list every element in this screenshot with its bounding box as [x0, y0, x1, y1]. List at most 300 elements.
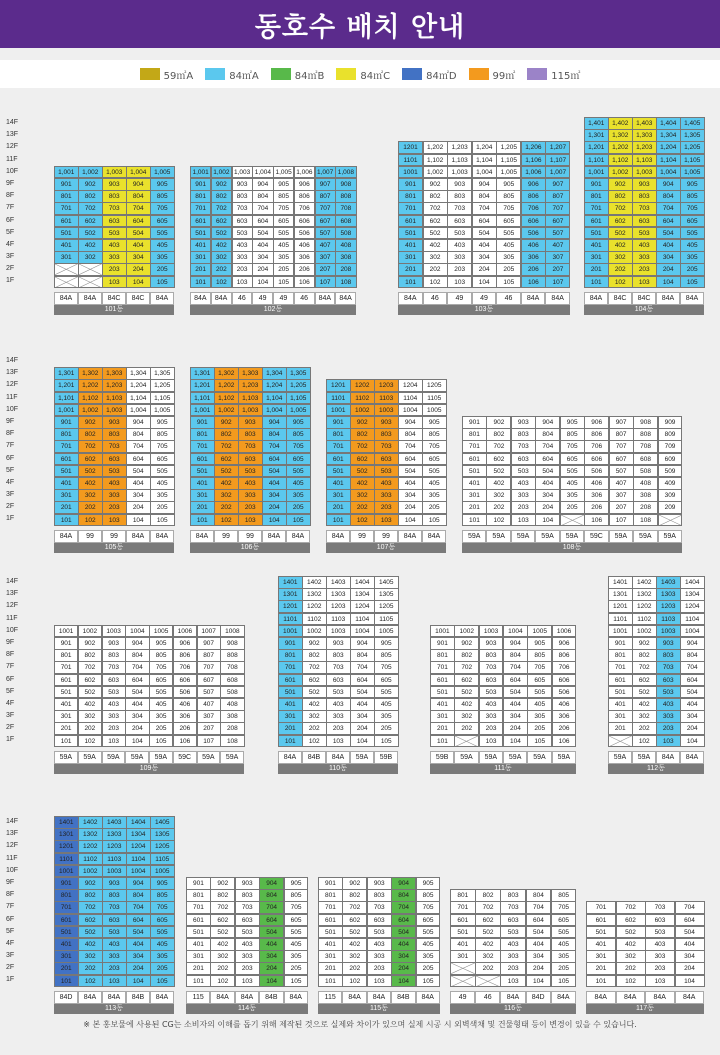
unit-cell: 1001 — [54, 625, 78, 638]
unit-cell: 404 — [391, 938, 416, 951]
unit-cell: 1301 — [608, 588, 633, 601]
unit-cell: 1,202 — [78, 379, 103, 392]
unit-cell: 301 — [450, 950, 476, 963]
unit-cell: 1,105 — [496, 154, 521, 167]
unit-cell: 602 — [211, 215, 232, 228]
building-name: 109동 — [54, 764, 244, 774]
unit-cell: 309 — [658, 489, 683, 502]
unit-cell: 204 — [675, 962, 705, 975]
legend-label: 99㎡ — [492, 70, 516, 82]
unit-cell: 1201 — [398, 141, 423, 154]
unit-cell: 505 — [422, 465, 447, 478]
unit-cell: 302 — [302, 710, 327, 723]
unit-cell: 1,204 — [262, 379, 287, 392]
unit-cell: 903 — [102, 416, 127, 429]
unit-cell: 204 — [350, 722, 375, 735]
unit-cell: 902 — [608, 178, 633, 191]
floor-label: 9F — [6, 638, 15, 646]
unit-cell: 201 — [584, 263, 609, 276]
unit-cell: 204 — [398, 501, 423, 514]
unit-cell: 407 — [609, 477, 634, 490]
unit-cell: 602 — [608, 215, 633, 228]
legend-swatch — [271, 68, 291, 80]
unit-cell: 701 — [278, 661, 303, 674]
unit-type-label: 84A — [367, 991, 391, 1004]
unit-cell: 703 — [656, 661, 681, 674]
unit-cell: 901 — [190, 416, 215, 429]
unit-cell: 803 — [102, 649, 126, 662]
unit-cell: 1,005 — [680, 166, 705, 179]
floor-label: 13F — [6, 830, 19, 838]
unit-cell: 201 — [398, 263, 423, 276]
unit-cell: 108 — [633, 514, 658, 527]
unit-cell: 601 — [54, 674, 78, 687]
unit-cell: 406 — [584, 477, 609, 490]
unit-cell: 1101 — [608, 613, 633, 626]
unit-type-label: 84A — [262, 530, 286, 543]
unit-cell: 203 — [632, 263, 657, 276]
unit-cell: 403 — [500, 938, 526, 951]
unit-cell: 902 — [78, 416, 103, 429]
unit-cell: 502 — [616, 926, 646, 939]
unit-cell: 503 — [511, 465, 536, 478]
unit-cell: 105 — [149, 735, 173, 748]
unit-type-label: 49 — [273, 292, 294, 305]
unit-cell: 307 — [197, 710, 221, 723]
unit-cell: 709 — [658, 440, 683, 453]
floor-label: 5F — [6, 687, 15, 695]
unit-cell: 804 — [350, 649, 375, 662]
unit-cell: 601 — [586, 914, 616, 927]
unit-type-label: 49 — [252, 292, 273, 305]
unit-cell: 301 — [190, 251, 211, 264]
unit-cell: 1202 — [302, 600, 327, 613]
unit-cell: 305 — [150, 251, 175, 264]
unit-cell: 906 — [521, 178, 546, 191]
unit-cell: 706 — [521, 202, 546, 215]
unit-cell: 203 — [374, 501, 399, 514]
unit-cell: 402 — [78, 698, 102, 711]
unit-cell: 405 — [273, 239, 294, 252]
unit-type-row — [54, 530, 174, 543]
unit-cell: 702 — [423, 202, 448, 215]
unit-cell: 406 — [294, 239, 315, 252]
unit-cell: 1303 — [326, 588, 351, 601]
unit-cell: 106 — [552, 735, 577, 748]
unit-type-row — [278, 751, 398, 764]
unit-cell: 1,104 — [472, 154, 497, 167]
unit-cell: 601 — [608, 674, 633, 687]
unit-cell: 804 — [680, 649, 705, 662]
unit-cell: 501 — [430, 686, 455, 699]
unit-cell: 403 — [645, 938, 675, 951]
unit-cell: 1,104 — [656, 154, 681, 167]
unit-cell: 507 — [545, 227, 570, 240]
unit-cell: 602 — [423, 215, 448, 228]
unit-cell: 103 — [500, 975, 526, 988]
unit-cell: 105 — [286, 514, 311, 527]
unit-cell: 1104 — [126, 853, 151, 866]
unit-cell: 705 — [374, 661, 399, 674]
unit-cell: 305 — [680, 251, 705, 264]
unit-cell: 302 — [78, 489, 103, 502]
unit-cell: 601 — [190, 453, 215, 466]
unit-cell: 1104 — [398, 392, 423, 405]
floor-label: 8F — [6, 430, 15, 438]
unit-type-label: 59A — [220, 751, 244, 764]
legend-label: 59㎡A — [163, 70, 194, 82]
unit-cell: 901 — [318, 877, 343, 890]
unit-cell: 801 — [186, 889, 211, 902]
unit-cell: 104 — [656, 276, 681, 289]
unit-cell: 401 — [278, 698, 303, 711]
unit-cell: 501 — [54, 686, 78, 699]
unit-cell: 305 — [560, 489, 585, 502]
unit-cell: 304 — [126, 489, 151, 502]
unit-cell: 303 — [232, 251, 253, 264]
unit-cell: 308 — [220, 710, 244, 723]
unit-cell: 806 — [552, 649, 577, 662]
unit-cell: 1,207 — [545, 141, 570, 154]
unit-cell: 304 — [535, 489, 560, 502]
unit-cell: 1003 — [374, 404, 399, 417]
unit-cell: 703 — [500, 901, 526, 914]
unit-cell: 501 — [398, 227, 423, 240]
unit-cell: 808 — [220, 649, 244, 662]
unit-cell: 206 — [584, 501, 609, 514]
unit-cell: 902 — [302, 637, 327, 650]
unit-cell: 101 — [326, 514, 351, 527]
unit-cell-empty — [450, 975, 476, 988]
unit-cell: 1304 — [350, 588, 375, 601]
unit-cell: 202 — [454, 722, 479, 735]
unit-cell: 1004 — [680, 625, 705, 638]
unit-cell: 303 — [374, 489, 399, 502]
unit-cell: 706 — [584, 440, 609, 453]
unit-cell: 1,304 — [126, 367, 151, 380]
unit-cell: 903 — [238, 416, 263, 429]
unit-cell: 101 — [186, 975, 211, 988]
unit-cell: 1203 — [374, 379, 399, 392]
floor-label: 6F — [6, 454, 15, 462]
unit-cell: 701 — [54, 901, 79, 914]
unit-cell: 905 — [284, 877, 309, 890]
unit-cell: 301 — [430, 710, 455, 723]
unit-cell: 803 — [326, 649, 351, 662]
unit-cell: 1402 — [632, 576, 657, 589]
unit-cell: 303 — [102, 251, 127, 264]
building-name: 110동 — [278, 764, 398, 774]
unit-cell: 804 — [535, 428, 560, 441]
unit-cell: 206 — [552, 722, 577, 735]
unit-cell: 904 — [350, 637, 375, 650]
unit-cell: 905 — [273, 178, 294, 191]
unit-cell: 103 — [102, 276, 127, 289]
unit-cell: 603 — [232, 215, 253, 228]
unit-cell: 103 — [645, 975, 675, 988]
unit-cell: 301 — [186, 950, 211, 963]
unit-cell: 104 — [680, 735, 705, 748]
unit-cell: 304 — [680, 710, 705, 723]
unit-cell: 906 — [552, 637, 577, 650]
unit-cell: 1205 — [374, 600, 399, 613]
unit-cell: 1,002 — [214, 404, 239, 417]
unit-type-label: 84A — [500, 991, 525, 1004]
unit-cell: 102 — [210, 975, 235, 988]
unit-cell: 501 — [586, 926, 616, 939]
unit-cell: 604 — [675, 914, 705, 927]
unit-cell: 304 — [503, 710, 528, 723]
floor-label: 6F — [6, 915, 15, 923]
unit-cell: 104 — [259, 975, 284, 988]
unit-cell: 1102 — [350, 392, 375, 405]
unit-cell: 801 — [54, 889, 79, 902]
unit-cell: 505 — [560, 465, 585, 478]
unit-type-label: 49 — [447, 292, 472, 305]
unit-cell: 1203 — [102, 840, 127, 853]
unit-cell: 1,101 — [190, 392, 215, 405]
unit-cell: 1,002 — [423, 166, 448, 179]
unit-cell: 501 — [462, 465, 487, 478]
unit-cell: 104 — [472, 276, 497, 289]
unit-cell: 904 — [262, 416, 287, 429]
unit-cell: 905 — [149, 637, 173, 650]
legend-item — [140, 67, 194, 82]
unit-type-label: 84A — [150, 530, 174, 543]
unit-cell: 401 — [462, 477, 487, 490]
unit-cell: 801 — [608, 649, 633, 662]
unit-cell: 901 — [462, 416, 487, 429]
unit-cell: 302 — [78, 710, 102, 723]
unit-cell: 805 — [422, 428, 447, 441]
floor-label: 14F — [6, 357, 19, 364]
unit-cell: 1,004 — [252, 166, 273, 179]
unit-cell: 601 — [318, 914, 343, 927]
unit-cell: 605 — [149, 674, 173, 687]
unit-cell: 904 — [535, 416, 560, 429]
building-name: 108동 — [462, 543, 682, 553]
unit-cell: 1,203 — [238, 379, 263, 392]
unit-cell: 906 — [294, 178, 315, 191]
unit-cell: 901 — [430, 637, 455, 650]
floor-label: 7F — [6, 442, 15, 450]
unit-cell: 606 — [173, 674, 197, 687]
unit-cell: 1101 — [54, 853, 79, 866]
unit-cell: 1302 — [632, 588, 657, 601]
unit-cell: 602 — [632, 674, 657, 687]
unit-cell: 404 — [262, 477, 287, 490]
unit-cell-empty — [54, 276, 79, 289]
unit-cell: 402 — [78, 938, 103, 951]
unit-cell: 704 — [252, 202, 273, 215]
unit-cell: 901 — [54, 416, 79, 429]
unit-type-label: 115 — [318, 991, 342, 1004]
unit-cell: 603 — [447, 215, 472, 228]
unit-cell: 105 — [374, 735, 399, 748]
unit-cell: 301 — [190, 489, 215, 502]
unit-cell: 805 — [284, 889, 309, 902]
legend-swatch — [402, 68, 422, 80]
unit-cell: 303 — [447, 251, 472, 264]
unit-cell: 1102 — [302, 613, 327, 626]
unit-cell: 801 — [450, 889, 476, 902]
unit-type-label: 84A — [284, 991, 308, 1004]
unit-cell: 803 — [500, 889, 526, 902]
unit-cell: 603 — [367, 914, 392, 927]
floor-axis — [6, 816, 34, 987]
unit-cell: 608 — [633, 453, 658, 466]
unit-cell: 1204 — [350, 600, 375, 613]
floor-label: 4F — [6, 939, 15, 947]
unit-cell: 104 — [262, 514, 287, 527]
unit-cell: 502 — [454, 686, 479, 699]
unit-cell: 201 — [54, 962, 79, 975]
unit-cell: 807 — [197, 649, 221, 662]
unit-cell: 402 — [475, 938, 501, 951]
unit-cell: 901 — [54, 877, 79, 890]
unit-cell: 302 — [616, 950, 646, 963]
unit-cell: 804 — [252, 190, 273, 203]
unit-cell: 204 — [472, 263, 497, 276]
unit-cell: 1,001 — [190, 404, 215, 417]
unit-cell: 502 — [78, 465, 103, 478]
unit-cell: 1403 — [326, 576, 351, 589]
unit-cell: 502 — [302, 686, 327, 699]
unit-cell: 601 — [326, 453, 351, 466]
floor-label: 2F — [6, 964, 15, 972]
unit-cell: 402 — [210, 938, 235, 951]
unit-cell: 305 — [150, 950, 175, 963]
floor-label: 13F — [6, 590, 19, 598]
unit-cell: 403 — [102, 698, 126, 711]
unit-cell: 401 — [54, 477, 79, 490]
unit-cell: 903 — [374, 416, 399, 429]
unit-cell: 801 — [54, 190, 79, 203]
unit-cell: 203 — [500, 962, 526, 975]
unit-cell: 302 — [475, 950, 501, 963]
unit-cell: 205 — [286, 501, 311, 514]
unit-cell: 603 — [632, 215, 657, 228]
unit-cell: 205 — [496, 263, 521, 276]
unit-type-label: 84A — [422, 530, 446, 543]
unit-cell: 404 — [350, 698, 375, 711]
unit-cell: 1402 — [302, 576, 327, 589]
unit-cell: 708 — [335, 202, 356, 215]
page-title: 동호수 배치 안내 — [254, 11, 466, 43]
unit-cell: 108 — [220, 735, 244, 748]
unit-cell: 103 — [374, 514, 399, 527]
unit-cell: 405 — [286, 477, 311, 490]
unit-cell: 304 — [259, 950, 284, 963]
unit-cell: 702 — [210, 901, 235, 914]
unit-type-row — [326, 530, 446, 543]
unit-cell: 1401 — [54, 816, 79, 829]
unit-cell: 202 — [632, 722, 657, 735]
unit-type-row — [186, 991, 308, 1004]
unit-cell: 101 — [462, 514, 487, 527]
unit-cell: 403 — [102, 239, 127, 252]
unit-cell: 809 — [658, 428, 683, 441]
unit-cell: 401 — [430, 698, 455, 711]
unit-cell: 703 — [238, 440, 263, 453]
unit-cell: 401 — [586, 938, 616, 951]
unit-cell: 702 — [632, 661, 657, 674]
unit-cell: 201 — [318, 962, 343, 975]
unit-cell: 603 — [645, 914, 675, 927]
unit-cell: 706 — [552, 661, 577, 674]
unit-cell: 503 — [326, 686, 351, 699]
unit-type-row — [584, 292, 704, 305]
unit-cell: 804 — [262, 428, 287, 441]
unit-cell: 503 — [102, 686, 126, 699]
footnote: ※ 본 홍보물에 사용된 CG는 소비자의 이해를 돕기 위해 제작된 것으로 실제와 차이가 있으며 실제 시공 시 외벽색채 및 건물형태 등이 변경이 있을 수 있습니다. — [83, 1020, 637, 1029]
unit-type-label: 59C — [584, 530, 608, 543]
unit-cell: 404 — [535, 477, 560, 490]
unit-cell: 805 — [286, 428, 311, 441]
unit-cell: 503 — [479, 686, 504, 699]
unit-cell: 1105 — [374, 613, 399, 626]
unit-cell: 401 — [190, 477, 215, 490]
unit-cell: 202 — [342, 962, 367, 975]
unit-cell: 203 — [447, 263, 472, 276]
unit-cell: 705 — [284, 901, 309, 914]
unit-cell: 905 — [527, 637, 552, 650]
unit-cell: 1,107 — [545, 154, 570, 167]
unit-cell: 202 — [616, 962, 646, 975]
unit-cell: 1,007 — [315, 166, 336, 179]
unit-cell: 502 — [210, 926, 235, 939]
unit-cell: 902 — [632, 637, 657, 650]
unit-cell: 105 — [551, 975, 577, 988]
unit-cell: 505 — [527, 686, 552, 699]
unit-cell: 701 — [586, 901, 616, 914]
legend-item — [527, 67, 580, 82]
unit-cell: 505 — [150, 465, 175, 478]
unit-cell: 904 — [125, 637, 149, 650]
unit-cell: 703 — [367, 901, 392, 914]
unit-type-label: 84A — [315, 292, 336, 305]
building-name: 106동 — [190, 543, 310, 553]
unit-cell: 102 — [211, 276, 232, 289]
unit-cell: 403 — [232, 239, 253, 252]
unit-cell: 704 — [526, 901, 552, 914]
unit-cell: 202 — [475, 962, 501, 975]
unit-cell: 403 — [367, 938, 392, 951]
unit-cell: 303 — [632, 251, 657, 264]
unit-cell: 902 — [342, 877, 367, 890]
unit-cell: 1201 — [326, 379, 351, 392]
unit-cell: 504 — [126, 926, 151, 939]
unit-type-label: 84D — [526, 991, 551, 1004]
unit-cell: 903 — [447, 178, 472, 191]
unit-cell: 802 — [608, 190, 633, 203]
floor-label: 13F — [6, 131, 19, 139]
unit-cell: 508 — [633, 465, 658, 478]
unit-cell: 404 — [398, 477, 423, 490]
unit-cell: 1,001 — [54, 404, 79, 417]
unit-cell: 202 — [78, 962, 103, 975]
unit-cell: 1,003 — [102, 166, 127, 179]
unit-cell: 209 — [658, 501, 683, 514]
unit-cell: 405 — [374, 698, 399, 711]
unit-cell: 504 — [125, 686, 149, 699]
unit-cell: 503 — [656, 686, 681, 699]
unit-cell: 702 — [78, 901, 103, 914]
unit-cell: 1,302 — [608, 129, 633, 142]
unit-cell: 501 — [54, 227, 79, 240]
unit-cell: 601 — [430, 674, 455, 687]
unit-cell: 304 — [350, 710, 375, 723]
